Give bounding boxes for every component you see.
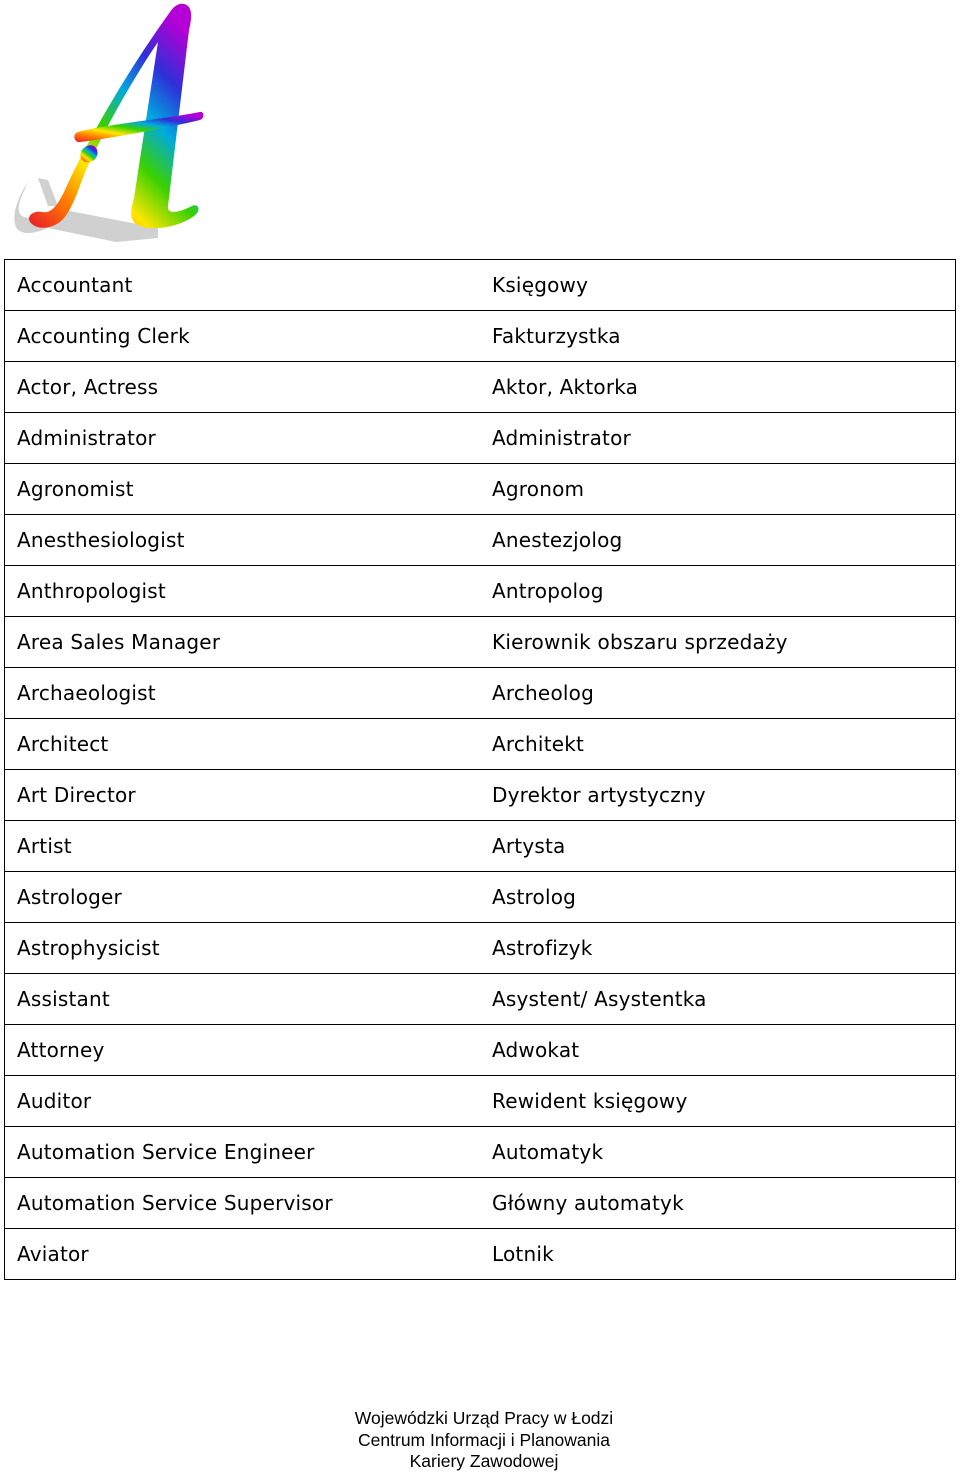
table-row [5, 260, 956, 311]
table-row [5, 1127, 956, 1178]
polish-term: Astrolog [480, 872, 956, 923]
polish-term: Księgowy [480, 260, 956, 311]
english-term: Art Director [5, 770, 481, 821]
polish-term: Fakturzystka [480, 311, 956, 362]
polish-term: Kierownik obszaru sprzedaży [480, 617, 956, 668]
table-row [5, 566, 956, 617]
footer-line: Kariery Zawodowej [409, 1451, 559, 1471]
english-term: Automation Service Supervisor [5, 1178, 481, 1229]
polish-term: Lotnik [480, 1229, 956, 1280]
polish-term: Antropolog [480, 566, 956, 617]
english-term: Area Sales Manager [5, 617, 481, 668]
english-term: Agronomist [5, 464, 481, 515]
table-row [5, 770, 956, 821]
table-row [5, 1229, 956, 1280]
table-row [5, 821, 956, 872]
english-term: Automation Service Engineer [5, 1127, 481, 1178]
table-row [5, 668, 956, 719]
polish-term: Asystent/ Asystentka [480, 974, 956, 1025]
english-term: Accountant [5, 260, 481, 311]
polish-term: Anestezjolog [480, 515, 956, 566]
table-row [5, 413, 956, 464]
polish-term: Automatyk [480, 1127, 956, 1178]
polish-term: Rewident księgowy [480, 1076, 956, 1127]
english-term: Attorney [5, 1025, 481, 1076]
english-term: Astrophysicist [5, 923, 481, 974]
english-term: Astrologer [5, 872, 481, 923]
footer-line: Wojewódzki Urząd Pracy w Łodzi [354, 1408, 614, 1428]
table-row [5, 464, 956, 515]
english-term: Administrator [5, 413, 481, 464]
english-term: Aviator [5, 1229, 481, 1280]
polish-term: Aktor, Aktorka [480, 362, 956, 413]
english-term: Artist [5, 821, 481, 872]
rainbow-letter-a-logo-icon [8, 0, 208, 250]
table-row [5, 872, 956, 923]
table-row [5, 362, 956, 413]
table-row [5, 515, 956, 566]
english-term: Assistant [5, 974, 481, 1025]
polish-term: Astrofizyk [480, 923, 956, 974]
polish-term: Główny automatyk [480, 1178, 956, 1229]
table-row [5, 1025, 956, 1076]
polish-term: Adwokat [480, 1025, 956, 1076]
table-row [5, 923, 956, 974]
table-row [5, 719, 956, 770]
english-term: Accounting Clerk [5, 311, 481, 362]
polish-term: Dyrektor artystyczny [480, 770, 956, 821]
table-row [5, 617, 956, 668]
polish-term: Artysta [480, 821, 956, 872]
table-row [5, 1178, 956, 1229]
english-term: Auditor [5, 1076, 481, 1127]
english-term: Actor, Actress [5, 362, 481, 413]
table-row [5, 1076, 956, 1127]
english-term: Archaeologist [5, 668, 481, 719]
polish-term: Archeolog [480, 668, 956, 719]
english-term: Architect [5, 719, 481, 770]
polish-term: Administrator [480, 413, 956, 464]
footer-publisher [0, 1408, 960, 1473]
english-term: Anesthesiologist [5, 515, 481, 566]
occupations-glossary-table [4, 259, 956, 1280]
footer-line: Centrum Informacji i Planowania [358, 1429, 610, 1450]
english-term: Anthropologist [5, 566, 481, 617]
polish-term: Architekt [480, 719, 956, 770]
table-row [5, 311, 956, 362]
table-row [5, 974, 956, 1025]
polish-term: Agronom [480, 464, 956, 515]
